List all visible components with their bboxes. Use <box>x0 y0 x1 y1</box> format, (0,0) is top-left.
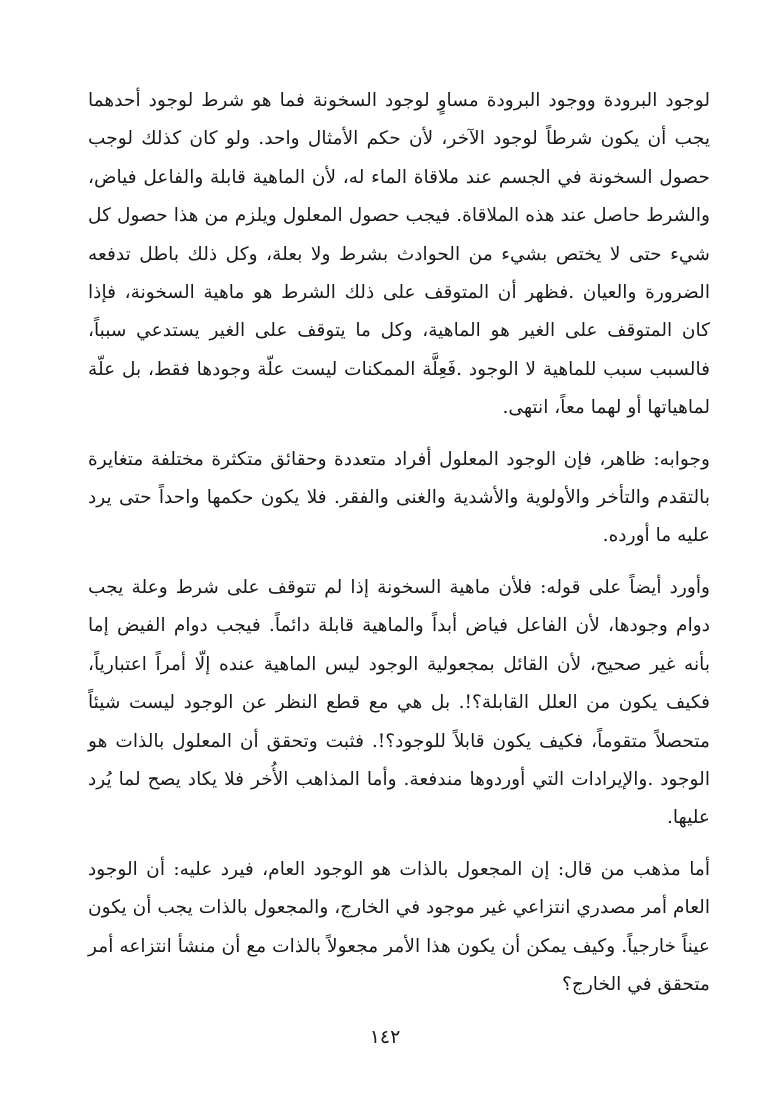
paragraph-4: أما مذهب من قال: إن المجعول بالذات هو الوجود العام، فيرد عليه: أن الوجود العام أمر مصدري انتزاعي غير موجود في الخارج، والمجعول بالذات يجب أن يكون عيناً خارجياً. وكيف يمكن أن يكون هذا الأمر مجعولاً بالذات مع أن منشأ انتزاعه أمر متحقق في الخارج؟ <box>88 858 710 995</box>
paragraph-1: لوجود البرودة ووجود البرودة مساوٍ لوجود السخونة فما هو شرط لوجود أحدهما يجب أن يكون شرطاً لوجود الآخر، لأن حكم الأمثال واحد. ولو كان كذلك لوجب حصول السخونة في الجسم عند ملاقاة الماء له، لأن الماهية قابلة والفاعل فياض، والشرط حاصل عند هذه الملاقاة. فيجب حصول المعلول ويلزم من هذا حصول كل شيء حتى لا يختص بشيء من الحوادث بشرط ولا بعلة، وكل ذلك باطل تدفعه الضرورة والعيان .فظهر أن المتوقف على ذلك الشرط هو ماهية السخونة، فإذا كان المتوقف على الغير هو الماهية، وكل ما يتوقف على الغير يستدعي سبباً، فالسبب سبب للماهية لا الوجود .فَعِلَّة الممكنات ليست علّة وجودها فقط، بل علّة لماهياتها أو لهما معاً، انتهى. <box>88 90 710 419</box>
page-body <box>88 82 710 1004</box>
page-number: ١٤٢ <box>369 1026 401 1048</box>
paragraph-2: وجوابه: ظاهر، فإن الوجود المعلول أفراد متعددة وحقائق متكثرة مختلفة متغايرة بالتقدم والتأخر والأولوية والأشدية والغنى والفقر. فلا يكون حكمها واحداً حتى يرد عليه ما أورده. <box>88 448 710 547</box>
paragraph-3: وأورد أيضاً على قوله: فلأن ماهية السخونة إذا لم تتوقف على شرط وعلة يجب دوام وجودها، لأن الفاعل فياض أبداً والماهية قابلة دائماً. فيجب دوام الفيض إما بأنه غير صحيح، لأن القائل بمجعولية الوجود ليس الماهية عنده إلّا أمراً اعتبارياً، فكيف يكون من العلل القابلة؟!. بل هي مع قطع النظر عن الوجود ليست شيئاً متحصلاً متقوماً، فكيف يكون قابلاً للوجود؟!. فثبت وتحقق أن المعلول بالذات هو الوجود .والإيرادات التي أوردوها مندفعة. وأما المذاهب الأُخر فلا يكاد يصح لما يُرد عليها. <box>88 576 710 829</box>
